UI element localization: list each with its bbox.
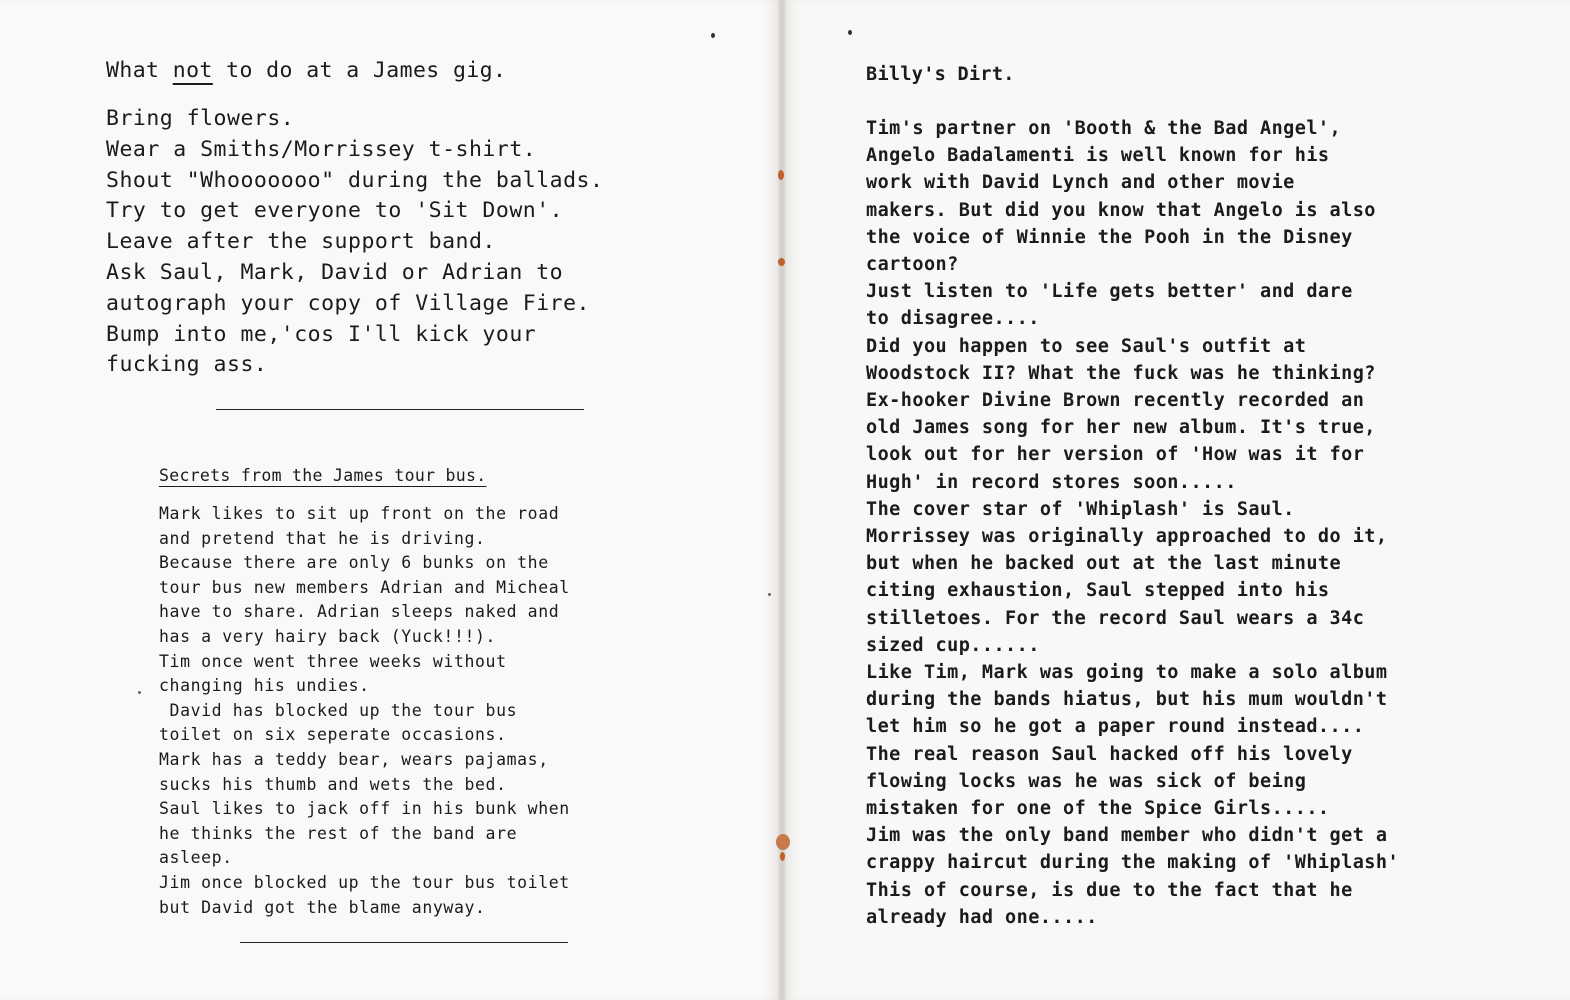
donts-title [106, 58, 506, 83]
dirt-line: Woodstock II? What the fuck was he thinking? [866, 362, 1376, 384]
dirt-line: stilletoes. For the record Saul wears a 34c [866, 607, 1365, 629]
secrets-line: asleep. [159, 848, 233, 868]
secrets-line: David has blocked up the tour bus [159, 700, 518, 720]
donts-item: Try to get everyone to 'Sit Down'. [106, 198, 564, 224]
dirt-line: Angelo Badalamenti is well known for his [866, 145, 1330, 167]
dirt-line: old James song for her new album. It's true, [866, 417, 1376, 439]
donts-item: Bring flowers. [106, 106, 295, 131]
donts-item: Leave after the support band. [106, 229, 496, 255]
dirt-line: cartoon? [866, 254, 959, 276]
dirt-line: during the bands hiatus, but his mum wouldn't [866, 689, 1388, 711]
secrets-line: but David got the blame anyway. [159, 897, 486, 917]
rust-stain [778, 170, 784, 180]
dirt-line: but when he backed out at the last minute [866, 553, 1342, 575]
dirt-line: look out for her version of 'How was it for [866, 444, 1365, 466]
dirt-line: sized cup...... [866, 634, 1040, 656]
secrets-line: Tim once went three weeks without [159, 651, 507, 671]
secrets-line: tour bus new members Adrian and Micheal [159, 577, 570, 597]
dirt-line: Jim was the only band member who didn't get a [866, 825, 1388, 847]
section-divider [216, 409, 584, 410]
secrets-line: Jim once blocked up the tour bus toilet [159, 872, 570, 892]
ink-speck [848, 30, 852, 35]
dirt-line: The real reason Saul hacked off his lovely [866, 743, 1353, 765]
dirt-line: mistaken for one of the Spice Girls..... [866, 798, 1330, 820]
dirt-line: citing exhaustion, Saul stepped into his [866, 580, 1330, 602]
dirt-line: crappy haircut during the making of 'Whiplash' [866, 852, 1400, 874]
dirt-line: the voice of Winnie the Pooh in the Disney [866, 226, 1353, 248]
dirt-line: This of course, is due to the fact that he [866, 879, 1353, 901]
donts-item: Wear a Smiths/Morrissey t-shirt. [106, 136, 537, 162]
dirt-line: Like Tim, Mark was going to make a solo album [866, 662, 1388, 684]
rust-stain [776, 834, 790, 850]
dirt-line: already had one..... [866, 906, 1098, 928]
secrets-line: toilet on six seperate occasions. [159, 725, 507, 745]
dirt-line: flowing locks was he was sick of being [866, 770, 1307, 792]
dirt-line: Did you happen to see Saul's outfit at [866, 335, 1307, 357]
dirt-line: work with David Lynch and other movie [866, 172, 1295, 194]
dirt-line: The cover star of 'Whiplash' is Saul. [866, 498, 1295, 520]
donts-list [106, 104, 603, 381]
donts-item: autograph your copy of Village Fire. [106, 290, 590, 316]
center-fold [778, 0, 786, 1000]
donts-item: fucking ass. [106, 352, 268, 378]
secrets-line: have to share. Adrian sleeps naked and [159, 602, 560, 622]
secrets-title: Secrets from the James tour bus. [159, 466, 487, 485]
dirt-line: Morrissey was originally approached to do it, [866, 526, 1388, 548]
ink-speck [711, 33, 715, 38]
section-divider [240, 942, 568, 943]
dirt-line: makers. But did you know that Angelo is also [866, 199, 1376, 221]
dirt-line: to disagree.... [866, 308, 1040, 330]
secrets-line: changing his undies. [159, 676, 370, 696]
secrets-line: Because there are only 6 bunks on the [159, 553, 549, 573]
ink-speck [768, 593, 771, 596]
donts-item: Ask Saul, Mark, David or Adrian to [106, 259, 564, 285]
donts-title-underlined: not [172, 58, 213, 83]
dirt-line: Tim's partner on 'Booth & the Bad Angel', [866, 118, 1342, 139]
secrets-list [159, 502, 570, 920]
secrets-line: has a very hairy back (Yuck!!!). [159, 626, 497, 646]
dirt-title: Billy's Dirt. [866, 64, 1015, 85]
rust-stain [778, 258, 785, 266]
dirt-line: Hugh' in record stores soon..... [866, 471, 1237, 493]
donts-title-before: What [106, 58, 173, 83]
donts-title-after: to do at a James gig. [212, 58, 507, 83]
donts-item: Shout "Whooooooo" during the ballads. [106, 167, 604, 193]
ink-speck [138, 691, 141, 694]
secrets-line: Saul likes to jack off in his bunk when [159, 799, 570, 819]
dirt-line: Ex-hooker Divine Brown recently recorded an [866, 390, 1365, 412]
dirt-line: let him so he got a paper round instead.... [866, 716, 1365, 738]
secrets-line: Mark has a teddy bear, wears pajamas, [159, 749, 549, 769]
secrets-line: Mark likes to sit up front on the road [159, 504, 560, 523]
secrets-line: he thinks the rest of the band are [159, 823, 518, 843]
secrets-line: and pretend that he is driving. [159, 528, 486, 548]
rust-stain [780, 852, 785, 861]
secrets-line: sucks his thumb and wets the bed. [159, 774, 507, 794]
dirt-line: Just listen to 'Life gets better' and dare [866, 281, 1353, 303]
donts-item: Bump into me,'cos I'll kick your [106, 321, 537, 347]
dirt-text [866, 115, 1399, 931]
